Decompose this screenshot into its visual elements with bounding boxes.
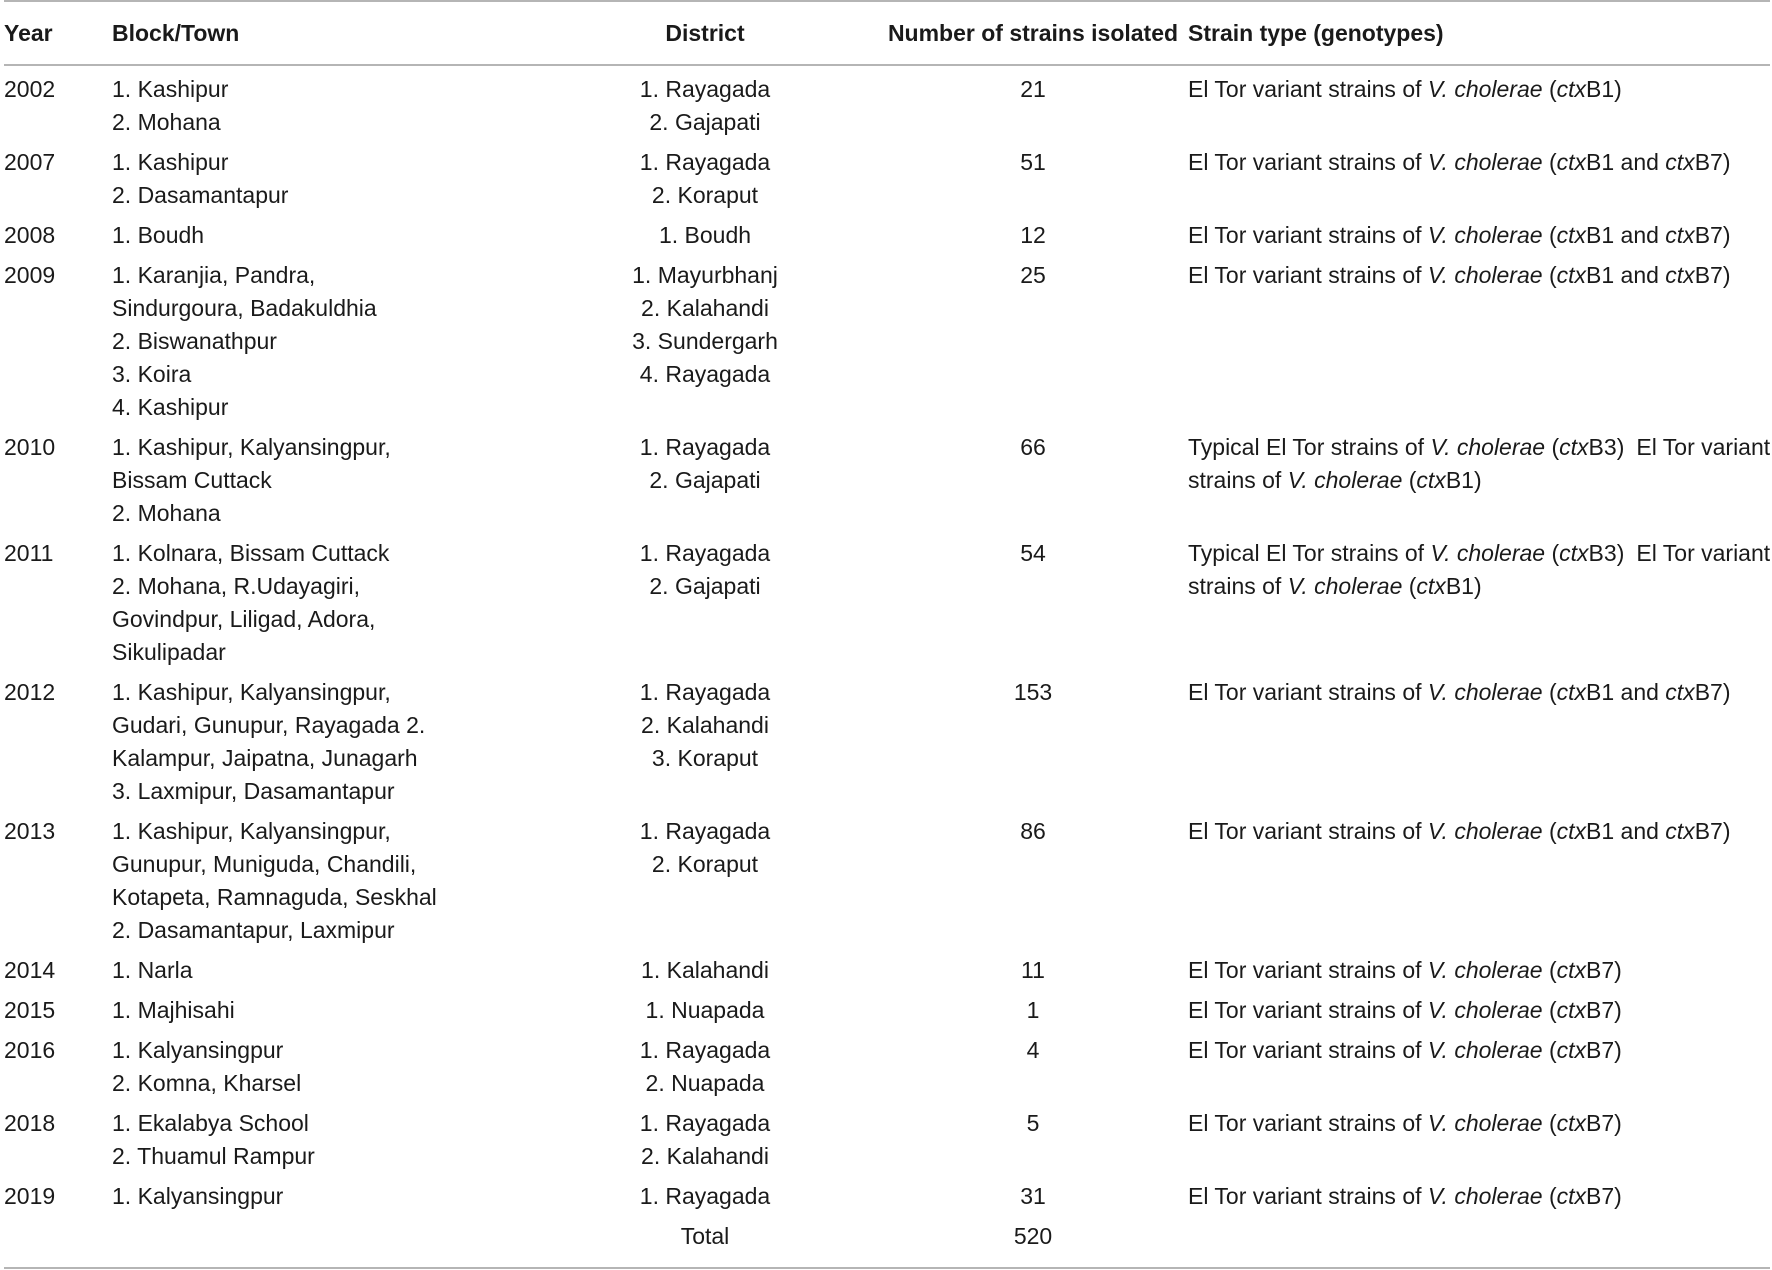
- paren: (: [1548, 222, 1557, 248]
- block-line: Sikulipadar: [112, 639, 226, 665]
- cell-year: 2013: [4, 818, 56, 844]
- block-line: 2. Dasamantapur, Laxmipur: [112, 917, 395, 943]
- paren: (: [1551, 540, 1560, 566]
- district-line: 1. Rayagada: [639, 1110, 771, 1136]
- cell-strain-type: [1188, 212, 1770, 252]
- cell-strain-type: [1188, 947, 1770, 987]
- strain-prefix: El Tor variant strains of: [1188, 222, 1422, 248]
- cell-strain-type: [1188, 1100, 1770, 1173]
- header-year: Year: [4, 1, 112, 65]
- block-line: 1. Kashipur, Kalyansingpur,: [112, 818, 391, 844]
- strain-prefix: El Tor variant strains of: [1188, 818, 1422, 844]
- species-name: V. cholerae: [1430, 434, 1546, 460]
- gene-ctx: ctx: [1416, 573, 1446, 599]
- cell-year: 2009: [4, 262, 56, 288]
- district-line: 2. Gajapati: [649, 467, 761, 493]
- paren: (: [1548, 1110, 1557, 1136]
- species-name: V. cholerae: [1427, 818, 1543, 844]
- species-name: V. cholerae: [1427, 1183, 1543, 1209]
- block-line: 3. Koira: [112, 361, 192, 387]
- conjunction: and: [1620, 149, 1659, 175]
- cell-block: [112, 987, 532, 1027]
- cell-year: 2015: [4, 997, 56, 1023]
- cell-district: [532, 1027, 878, 1100]
- strain-prefix: El Tor variant strains of: [1188, 1183, 1422, 1209]
- cell-block: [112, 530, 532, 669]
- block-line: Gudari, Gunupur, Rayagada 2.: [112, 712, 426, 738]
- block-line: 1. Kalyansingpur: [112, 1037, 284, 1063]
- paren: ): [1722, 262, 1731, 288]
- strain-prefix: El Tor variant strains of: [1188, 1110, 1422, 1136]
- cell-strain-type: [1188, 530, 1770, 669]
- cell-number: 11: [1021, 957, 1045, 983]
- gene-ctx: ctx: [1556, 818, 1586, 844]
- gene-ctx: ctx: [1556, 679, 1586, 705]
- district-line: 1. Rayagada: [639, 149, 771, 175]
- species-name: V. cholerae: [1287, 573, 1403, 599]
- strain-prefix-part: strains of: [1188, 467, 1282, 493]
- header-number-of-strains: Number of strains isolated: [878, 1, 1188, 65]
- genotype-b7: B7: [1586, 997, 1615, 1023]
- genotype-b1: B1: [1586, 262, 1615, 288]
- paren: (: [1548, 76, 1557, 102]
- gene-ctx: ctx: [1556, 997, 1586, 1023]
- cell-district: [532, 669, 878, 808]
- district-line: 1. Kalahandi: [641, 957, 769, 983]
- cell-block: [112, 808, 532, 947]
- district-line: 2. Kalahandi: [641, 712, 769, 738]
- gene-ctx: ctx: [1556, 222, 1586, 248]
- gene-ctx: ctx: [1556, 76, 1586, 102]
- paren: (: [1548, 262, 1557, 288]
- cell-strain-type: [1188, 252, 1770, 424]
- gene-ctx: ctx: [1556, 149, 1586, 175]
- gene-ctx: ctx: [1556, 1183, 1586, 1209]
- cell-district: [532, 808, 878, 947]
- cell-number: 25: [1020, 262, 1046, 288]
- strain-prefix-part: strains of: [1188, 573, 1282, 599]
- cell-year: 2019: [4, 1183, 56, 1209]
- gene-ctx: ctx: [1559, 434, 1589, 460]
- cell-district: [532, 424, 878, 530]
- paren: ): [1616, 434, 1625, 460]
- cell-district: [532, 139, 878, 212]
- paren: (: [1548, 679, 1557, 705]
- cell-strain-type: [1188, 987, 1770, 1027]
- total-row: [4, 1213, 1770, 1268]
- genotype-b1: B1: [1586, 76, 1615, 102]
- table-row: [4, 669, 1770, 808]
- district-line: 1. Nuapada: [645, 997, 765, 1023]
- district-line: 1. Rayagada: [639, 434, 771, 460]
- block-line: Kotapeta, Ramnaguda, Seskhal: [112, 884, 437, 910]
- block-line: 2. Mohana: [112, 500, 221, 526]
- cell-number: 12: [1020, 222, 1046, 248]
- species-name: V. cholerae: [1427, 957, 1543, 983]
- block-line: 1. Karanjia, Pandra,: [112, 262, 316, 288]
- paren: ): [1722, 149, 1731, 175]
- header-district: District: [532, 1, 878, 65]
- cell-number: 21: [1020, 76, 1046, 102]
- district-line: 2. Koraput: [651, 851, 759, 877]
- cell-block: [112, 1027, 532, 1100]
- block-line: Gunupur, Muniguda, Chandili,: [112, 851, 417, 877]
- district-line: 1. Boudh: [658, 222, 752, 248]
- cell-number: 66: [1020, 434, 1046, 460]
- block-line: 1. Kashipur, Kalyansingpur,: [112, 434, 391, 460]
- paren: (: [1551, 434, 1560, 460]
- block-line: Govindpur, Liligad, Adora,: [112, 606, 376, 632]
- species-name: V. cholerae: [1427, 222, 1543, 248]
- gene-ctx: ctx: [1665, 262, 1695, 288]
- gene-ctx: ctx: [1556, 957, 1586, 983]
- genotype-b7: B7: [1586, 1183, 1615, 1209]
- strain-prefix-part: El Tor variant: [1636, 540, 1771, 566]
- block-line: Sindurgoura, Badakuldhia: [112, 295, 377, 321]
- cell-number: 86: [1020, 818, 1046, 844]
- species-name: V. cholerae: [1427, 262, 1543, 288]
- paren: (: [1548, 957, 1557, 983]
- district-line: 2. Nuapada: [645, 1070, 765, 1096]
- cell-strain-type: [1188, 808, 1770, 947]
- block-line: 3. Laxmipur, Dasamantapur: [112, 778, 395, 804]
- cell-number: 5: [1026, 1110, 1040, 1136]
- genotype-b1: B1: [1586, 149, 1615, 175]
- block-line: 2. Thuamul Rampur: [112, 1143, 315, 1169]
- cell-block: [112, 1100, 532, 1173]
- paren: (: [1548, 1037, 1557, 1063]
- genotype-b7: B7: [1694, 222, 1723, 248]
- paren: ): [1722, 818, 1731, 844]
- cell-district: [532, 530, 878, 669]
- cell-year: 2016: [4, 1037, 56, 1063]
- district-line: 2. Koraput: [651, 182, 759, 208]
- cell-number: 54: [1020, 540, 1046, 566]
- paren: ): [1473, 573, 1482, 599]
- genotype-b7: B7: [1694, 262, 1723, 288]
- paren: (: [1548, 149, 1557, 175]
- paren: (: [1548, 818, 1557, 844]
- genotype-b1: B1: [1445, 467, 1474, 493]
- block-line: 1. Kashipur, Kalyansingpur,: [112, 679, 391, 705]
- cell-block: [112, 139, 532, 212]
- cell-district: [532, 1173, 878, 1213]
- paren: ): [1722, 222, 1731, 248]
- strain-prefix-part: El Tor variant: [1636, 434, 1771, 460]
- gene-ctx: ctx: [1559, 540, 1589, 566]
- paren: (: [1408, 467, 1417, 493]
- total-label: Total: [532, 1213, 878, 1268]
- block-line: 2. Dasamantapur: [112, 182, 289, 208]
- table-row: [4, 424, 1770, 530]
- cell-year: 2014: [4, 957, 56, 983]
- gene-ctx: ctx: [1556, 1037, 1586, 1063]
- block-line: 1. Ekalabya School: [112, 1110, 309, 1136]
- cell-district: [532, 947, 878, 987]
- district-line: 1. Rayagada: [639, 1183, 771, 1209]
- table-row: [4, 1100, 1770, 1173]
- block-line: 4. Kashipur: [112, 394, 229, 420]
- cell-strain-type: [1188, 1173, 1770, 1213]
- block-line: 1. Boudh: [112, 222, 205, 248]
- table-row: [4, 212, 1770, 252]
- paren: (: [1548, 997, 1557, 1023]
- cholera-strains-table: [4, 0, 1770, 1269]
- cell-block: [112, 424, 532, 530]
- strain-prefix: El Tor variant strains of: [1188, 149, 1422, 175]
- strain-prefix: El Tor variant strains of: [1188, 262, 1422, 288]
- table-row: [4, 65, 1770, 139]
- paren: ): [1614, 76, 1622, 102]
- cell-district: [532, 987, 878, 1027]
- block-line: 1. Kalyansingpur: [112, 1183, 284, 1209]
- paren: ): [1722, 679, 1731, 705]
- paren: ): [1614, 997, 1622, 1023]
- conjunction: and: [1620, 222, 1659, 248]
- genotype-b3: B3: [1588, 540, 1617, 566]
- total-value: 520: [878, 1213, 1188, 1268]
- cell-strain-type: [1188, 65, 1770, 139]
- paren: ): [1616, 540, 1625, 566]
- district-line: 1. Rayagada: [639, 818, 771, 844]
- paren: ): [1614, 957, 1622, 983]
- header-block-town: Block/Town: [112, 1, 532, 65]
- genotype-b7: B7: [1694, 818, 1723, 844]
- cell-year: 2007: [4, 149, 56, 175]
- gene-ctx: ctx: [1665, 149, 1695, 175]
- species-name: V. cholerae: [1427, 76, 1543, 102]
- block-line: 1. Kashipur: [112, 76, 229, 102]
- conjunction: and: [1620, 262, 1659, 288]
- paren: (: [1548, 1183, 1557, 1209]
- table-body: [4, 65, 1770, 1268]
- cell-year: 2002: [4, 76, 56, 102]
- gene-ctx: ctx: [1665, 222, 1695, 248]
- strain-prefix: El Tor variant strains of: [1188, 76, 1422, 102]
- cell-number: 31: [1020, 1183, 1046, 1209]
- district-line: 3. Sundergarh: [632, 328, 778, 354]
- gene-ctx: ctx: [1665, 818, 1695, 844]
- cell-district: [532, 65, 878, 139]
- paren: ): [1614, 1037, 1622, 1063]
- cell-empty: [1188, 1213, 1770, 1268]
- block-line: 1. Kolnara, Bissam Cuttack: [112, 540, 390, 566]
- strain-prefix: Typical El Tor strains of: [1188, 434, 1425, 460]
- block-line: 2. Biswanathpur: [112, 328, 277, 354]
- gene-ctx: ctx: [1665, 679, 1695, 705]
- cell-number: 51: [1020, 149, 1046, 175]
- cell-number: 153: [1013, 679, 1053, 705]
- cell-year: 2008: [4, 222, 56, 248]
- species-name: V. cholerae: [1427, 149, 1543, 175]
- block-line: 2. Komna, Kharsel: [112, 1070, 302, 1096]
- strain-prefix: El Tor variant strains of: [1188, 679, 1422, 705]
- cell-block: [112, 65, 532, 139]
- genotype-b7: B7: [1694, 679, 1723, 705]
- genotype-b7: B7: [1586, 1110, 1615, 1136]
- district-line: 4. Rayagada: [639, 361, 771, 387]
- cell-block: [112, 212, 532, 252]
- genotype-b7: B7: [1586, 1037, 1615, 1063]
- strain-prefix: Typical El Tor strains of: [1188, 540, 1425, 566]
- cell-strain-type: [1188, 424, 1770, 530]
- cell-district: [532, 252, 878, 424]
- district-line: 1. Rayagada: [639, 1037, 771, 1063]
- cell-empty: [4, 1213, 112, 1268]
- conjunction: and: [1620, 679, 1659, 705]
- paren: (: [1408, 573, 1417, 599]
- table-row: [4, 1027, 1770, 1100]
- cell-block: [112, 947, 532, 987]
- gene-ctx: ctx: [1556, 1110, 1586, 1136]
- table-row: [4, 530, 1770, 669]
- gene-ctx: ctx: [1556, 262, 1586, 288]
- gene-ctx: ctx: [1416, 467, 1446, 493]
- district-line: 1. Rayagada: [639, 76, 771, 102]
- district-line: 1. Rayagada: [639, 679, 771, 705]
- district-line: 1. Rayagada: [639, 540, 771, 566]
- genotype-b7: B7: [1694, 149, 1723, 175]
- conjunction: and: [1620, 818, 1659, 844]
- district-line: 2. Kalahandi: [641, 295, 769, 321]
- district-line: 2. Gajapati: [649, 573, 761, 599]
- genotype-b1: B1: [1586, 222, 1615, 248]
- table-row: [4, 1173, 1770, 1213]
- cell-number: 4: [1026, 1037, 1040, 1063]
- block-line: 1. Kashipur: [112, 149, 229, 175]
- cell-year: 2010: [4, 434, 56, 460]
- district-line: 3. Koraput: [651, 745, 759, 771]
- strain-prefix: El Tor variant strains of: [1188, 997, 1422, 1023]
- block-line: 2. Mohana, R.Udayagiri,: [112, 573, 361, 599]
- block-line: 1. Majhisahi: [112, 997, 235, 1023]
- cell-district: [532, 212, 878, 252]
- cell-year: 2018: [4, 1110, 56, 1136]
- block-line: Bissam Cuttack: [112, 467, 272, 493]
- table-row: [4, 987, 1770, 1027]
- district-line: 2. Kalahandi: [641, 1143, 769, 1169]
- cell-year: 2012: [4, 679, 56, 705]
- header-row: [4, 1, 1770, 65]
- genotype-b7: B7: [1586, 957, 1615, 983]
- strain-prefix: El Tor variant strains of: [1188, 1037, 1422, 1063]
- paren: ): [1473, 467, 1482, 493]
- genotype-b1: B1: [1586, 818, 1615, 844]
- cell-strain-type: [1188, 669, 1770, 808]
- genotype-b3: B3: [1588, 434, 1617, 460]
- table-row: [4, 947, 1770, 987]
- cell-empty: [112, 1213, 532, 1268]
- cell-block: [112, 1173, 532, 1213]
- paren: ): [1614, 1183, 1622, 1209]
- genotype-b1: B1: [1586, 679, 1615, 705]
- species-name: V. cholerae: [1287, 467, 1403, 493]
- district-line: 2. Gajapati: [649, 109, 761, 135]
- district-line: 1. Mayurbhanj: [632, 262, 778, 288]
- block-line: 2. Mohana: [112, 109, 221, 135]
- species-name: V. cholerae: [1427, 1037, 1543, 1063]
- cell-block: [112, 252, 532, 424]
- strain-prefix: El Tor variant strains of: [1188, 957, 1422, 983]
- block-line: Kalampur, Jaipatna, Junagarh: [112, 745, 418, 771]
- header-strain-type: Strain type (genotypes): [1188, 1, 1770, 65]
- species-name: V. cholerae: [1430, 540, 1546, 566]
- species-name: V. cholerae: [1427, 1110, 1543, 1136]
- table-row: [4, 808, 1770, 947]
- cell-number: 1: [1026, 997, 1040, 1023]
- cell-district: [532, 1100, 878, 1173]
- species-name: V. cholerae: [1427, 997, 1543, 1023]
- cell-block: [112, 669, 532, 808]
- cell-strain-type: [1188, 1027, 1770, 1100]
- genotype-b1: B1: [1445, 573, 1474, 599]
- cell-strain-type: [1188, 139, 1770, 212]
- table-row: [4, 252, 1770, 424]
- table-row: [4, 139, 1770, 212]
- block-line: 1. Narla: [112, 957, 193, 983]
- cell-year: 2011: [4, 540, 54, 566]
- paren: ): [1614, 1110, 1622, 1136]
- species-name: V. cholerae: [1427, 679, 1543, 705]
